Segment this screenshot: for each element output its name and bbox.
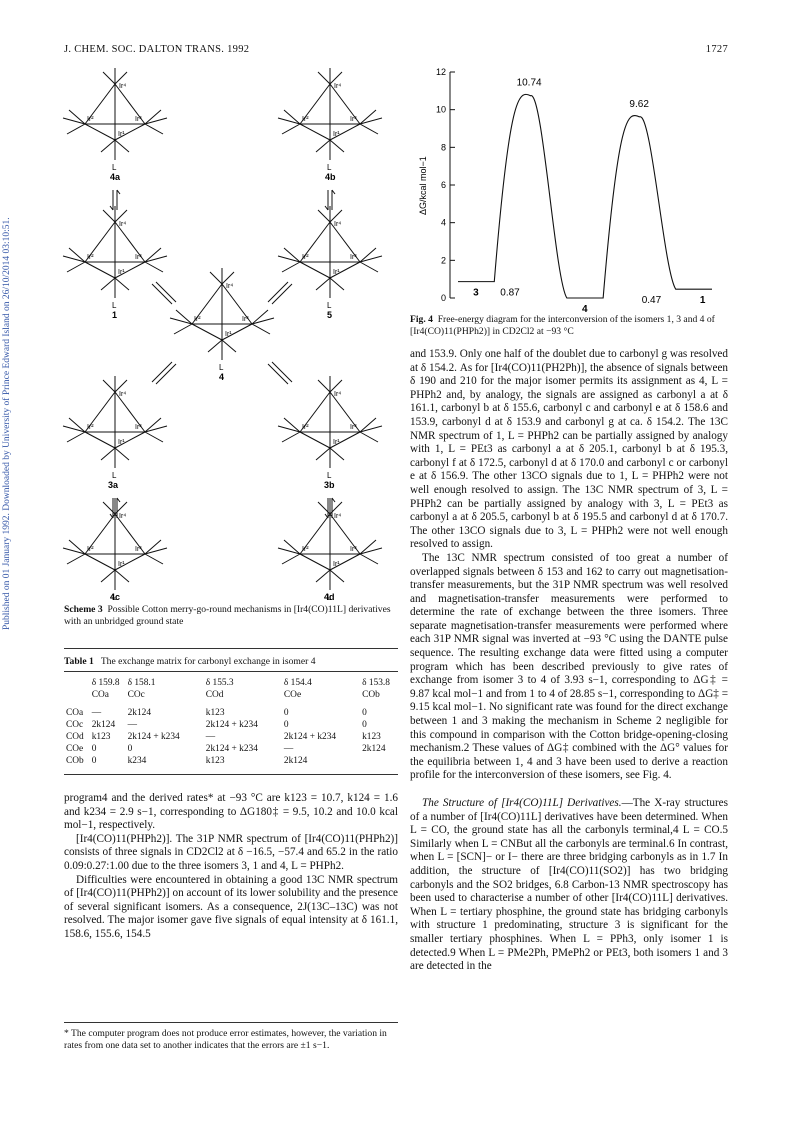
- label-4a: 4a: [110, 172, 121, 182]
- table-cell: 2k124: [91, 720, 116, 730]
- figure-4-caption-text: Free-energy diagram for the interconversion of the isomers 1, 3 and 4 of [Ir4(CO)11(PHPh2)] in CD2Cl2 at −93 °C: [410, 314, 715, 337]
- table-row: [62, 720, 394, 732]
- scheme-3-figure: Ir⁴ Ir² Ir³ Ir¹ L 4a 4b 1 5 4 3a 3b 4c 4d: [60, 62, 400, 602]
- table-cell: 2k124: [283, 756, 308, 766]
- y-tick-label: 8: [440, 142, 446, 153]
- scheme-caption: [64, 604, 398, 628]
- y-tick-label: 4: [440, 217, 446, 228]
- table-cell: [340, 756, 394, 768]
- scheme-caption-label: Scheme 3: [64, 604, 103, 615]
- table-row: [62, 744, 394, 756]
- table-header-cell: COd: [205, 690, 224, 700]
- table-cell: 2k124 + k234: [205, 720, 258, 730]
- table-row-label: COe: [66, 744, 84, 754]
- table-cell: 0: [91, 756, 97, 766]
- table-header-cell: COa: [91, 690, 109, 700]
- table-header-cell: COe: [283, 690, 302, 700]
- paragraph: program4 and the derived rates* at −93 °C are k123 = 10.7, k124 = 1.6 and k234 = 2.9 s−1, corresponding to ΔG180‡ = 9.5, 10.2 and 10.0 kcal mol−1, respectively.: [64, 792, 398, 832]
- label-4d: 4d: [324, 592, 335, 602]
- exchange-matrix-table: [62, 678, 394, 768]
- table-cell: 0: [283, 708, 289, 718]
- label-1: 1: [112, 310, 118, 320]
- table-header-cell: δ 154.4: [283, 678, 312, 688]
- page-number: 1727: [705, 44, 728, 55]
- label-4c: 4c: [110, 592, 121, 602]
- divider: [64, 648, 398, 649]
- table-row-label: COa: [66, 708, 84, 718]
- download-notice: Published on 01 January 1992. Downloaded by University of Prince Edward Island on 26/10/2014 03:10:51.: [2, 217, 12, 630]
- table-cell: k123: [91, 732, 111, 742]
- table-cell: 2k124 + k234: [127, 732, 180, 742]
- paragraph: The 13C NMR spectrum consisted of too great a number of overlapped signals between δ 153 and 162 to carry out magnetisation-transfer measurements, but the 31P NMR spectrum was well resolved and magnetisation-transfer measurements were performed to determine the rate of exchange between the three isomers. Three separate magnetisation-transfer measurements were performed where each 31P NMR signal was inverted at −93 °C using the DANTE pulse sequence. The resulting exchange data were fitted using a computer program which has been described previously to give rates of exchange from isomer 3 to 4 of 3.93 s−1, corresponding to ΔG‡ = 9.87 kcal mol−1 and from 1 to 4 of 28.85 s−1, corresponding to ΔG‡ = 9.15 kcal mol−1. No significant rate was found for the direct exchange between 1 and 3 making the mechanism in Scheme 2 negligible for this compound in comparison with the Cotton bridge-opening-closing mechanism.2 These values of ΔG‡ combined with the ΔG° values for the equilibria between 1, 4 and 3 have been used to derive a reaction profile for the interconversion of these isomers, see Fig. 4.: [410, 551, 728, 782]
- isomer-label: 3: [473, 287, 479, 299]
- figure-4-caption-label: Fig. 4: [410, 314, 433, 325]
- table-cell: 2k124 + k234: [205, 744, 258, 754]
- table-cell: —: [205, 732, 216, 742]
- paragraph: [Ir4(CO)11(PHPh2)]. The 31P NMR spectrum of [Ir4(CO)11(PHPh2)] consists of three signals in CD2Cl2 at δ −16.5, −57.4 and 65.2 in the ratio 0.09:0.27:1.00 due to the three isomers 3, 1 and 4, L = PHPh2.: [64, 832, 398, 872]
- left-column-text: [64, 792, 398, 942]
- table-title-label: Table 1: [64, 656, 94, 667]
- barrier-label: 9.62: [629, 98, 649, 110]
- table-row-label: COb: [66, 756, 84, 766]
- chart-y-axis-label: ΔG/kcal mol−1: [418, 156, 428, 215]
- table-cell: 2k124: [127, 708, 152, 718]
- table-cell: k123: [205, 708, 225, 718]
- scheme-caption-text: Possible Cotton merry-go-round mechanisms in [Ir4(CO)11L] derivatives with an unbridged ground state: [64, 604, 391, 627]
- section-title: The Structure of [Ir4(CO)11L] Derivatives.: [422, 797, 622, 809]
- table-title-text: The exchange matrix for carbonyl exchange in isomer 4: [100, 656, 316, 667]
- isomer-label: 4: [582, 304, 588, 315]
- table-cell: k234: [127, 756, 147, 766]
- table-cell: 0: [362, 720, 367, 730]
- label-4: 4: [219, 372, 225, 382]
- table-row: [62, 708, 394, 720]
- table-cell: k123: [205, 756, 225, 766]
- footnote: * The computer program does not produce error estimates, however, the variation in rates from one data set to another indicates that the errors are ±1 s−1.: [64, 1028, 387, 1051]
- barrier-label: 10.74: [516, 77, 542, 89]
- label-4b: 4b: [325, 172, 336, 182]
- table-cell: —: [91, 708, 102, 718]
- table-cell: 0: [91, 744, 97, 754]
- level-value-label: 0.47: [641, 295, 662, 307]
- level-value-label: 0.87: [500, 287, 520, 299]
- section-body: —The X-ray structures of a number of [Ir4(CO)11L] derivatives have been determined. When L = CO, the ground state has all the carbonyls terminal,4 L = CO.5 Similarly when L = CNBut all the carbonyls are terminal.6 In contrast, when L = [SCN]− or I− there are three bridging carbonyls as in 1.7 In addition, the structure of [Ir4(CO)11(SO2)] has two bridging carbonyls and the SO2 bridges, 6.8 Carbon-13 NMR spectroscopy has been used to characterise a number of other [Ir4(CO)11L] derivatives. When L = tertiary phosphine, the ground state has bridging carbonyls with structure 1 predominating, structure 3 is significant for the smaller tertiary phosphines. When L = PPh3, only isomer 1 is detected.9 When L = PMe2Ph, PMePh2 or PEt3, both isomers 1 and 3 are detected in the: [410, 797, 728, 973]
- table-header-cell: COb: [362, 690, 380, 700]
- table-header-cell: δ 158.1: [127, 678, 156, 688]
- table-header-cell: COc: [127, 690, 145, 700]
- label-5: 5: [327, 310, 333, 320]
- y-tick-label: 6: [440, 180, 446, 190]
- table-cell: 2k124 + k234: [283, 732, 337, 742]
- table-cell: k123: [362, 732, 381, 742]
- paragraph: and 153.9. Only one half of the doublet due to carbonyl g was resolved at δ 154.2. As for [Ir4(CO)11(PH2Ph)], the absence of signals between δ 190 and 210 for the major isomer permits its assignment as 4, L = PHPh2 and, by analogy, the signals are assigned as carbonyl a at δ 161.1, carbonyl b at δ 155.6, carbonyl c and carbonyl e at δ 158.6 and 153.9, carbonyl d at δ 153.9 and carbonyl g at ca. δ 154.2. The 13C NMR spectrum of 1, L = PHPh2 can be partially assigned by analogy with 1, L = PEt3 as carbonyl a at δ 205.1, carbonyl b at δ 195.3, carbonyl f at δ 172.5, carbonyl d at δ 170.0 and carbonyl c or carbonyl e at δ 156.9. The other 13CO signals due to 1, L = PHPh2 were not well enough resolved to assign. The 13C NMR spectrum of 3, L = PHPh2 can be partially assigned by analogy with 3, L = PEt3 as carbonyl a at δ 205.5, carbonyl b at δ 195.5 and carbonyl d at δ 170.7. The other 13CO signals due to 3, L = PHPh2 were not well enough resolved to assign.: [410, 348, 728, 551]
- y-tick-label: 10: [435, 104, 446, 115]
- table-cell: 0: [283, 720, 289, 730]
- y-tick-label: 12: [435, 67, 446, 77]
- y-tick-label: 2: [440, 255, 446, 266]
- figure-4-caption: [410, 314, 728, 338]
- table-header-row: [62, 690, 394, 702]
- table-cell: 0: [127, 744, 133, 754]
- table-header-row: [62, 678, 394, 690]
- table-cell: —: [127, 720, 137, 730]
- table-bottom-rule: [64, 774, 398, 775]
- table-cell: 2k124: [362, 744, 386, 754]
- journal-header: J. CHEM. SOC. DALTON TRANS. 1992: [64, 44, 250, 55]
- paragraph: [410, 797, 728, 974]
- table-row: [62, 732, 394, 744]
- label-3b: 3b: [324, 480, 335, 490]
- table-row: [62, 756, 394, 768]
- table-row-label: COd: [66, 732, 84, 742]
- table-header-cell: δ 155.3: [205, 678, 234, 688]
- table-header-cell: δ 159.8: [91, 678, 120, 688]
- right-column-text: [410, 348, 728, 974]
- y-tick-label: 0: [440, 293, 446, 303]
- footnote-rule: [64, 1022, 398, 1023]
- table-top-rule: [64, 671, 398, 672]
- table-header-cell: δ 153.8: [362, 678, 390, 688]
- isomer-label: 1: [699, 295, 706, 307]
- free-energy-chart: [410, 62, 730, 315]
- table-cell: 0: [362, 708, 367, 718]
- label-3a: 3a: [108, 480, 119, 490]
- table-row-label: COc: [66, 720, 84, 730]
- energy-profile-line: [458, 94, 712, 298]
- table-title: [64, 656, 398, 668]
- table-cell: —: [283, 744, 294, 754]
- paragraph: Difficulties were encountered in obtaining a good 13C NMR spectrum of [Ir4(CO)11(PHPh2)] on account of its lower solubility and the presence of several significant isomers. As a consequence, 2J(13C–13C) was not resolved. The major isomer gave five signals of equal intensity at δ 161.1, 158.6, 155.6, 154.5: [64, 873, 398, 940]
